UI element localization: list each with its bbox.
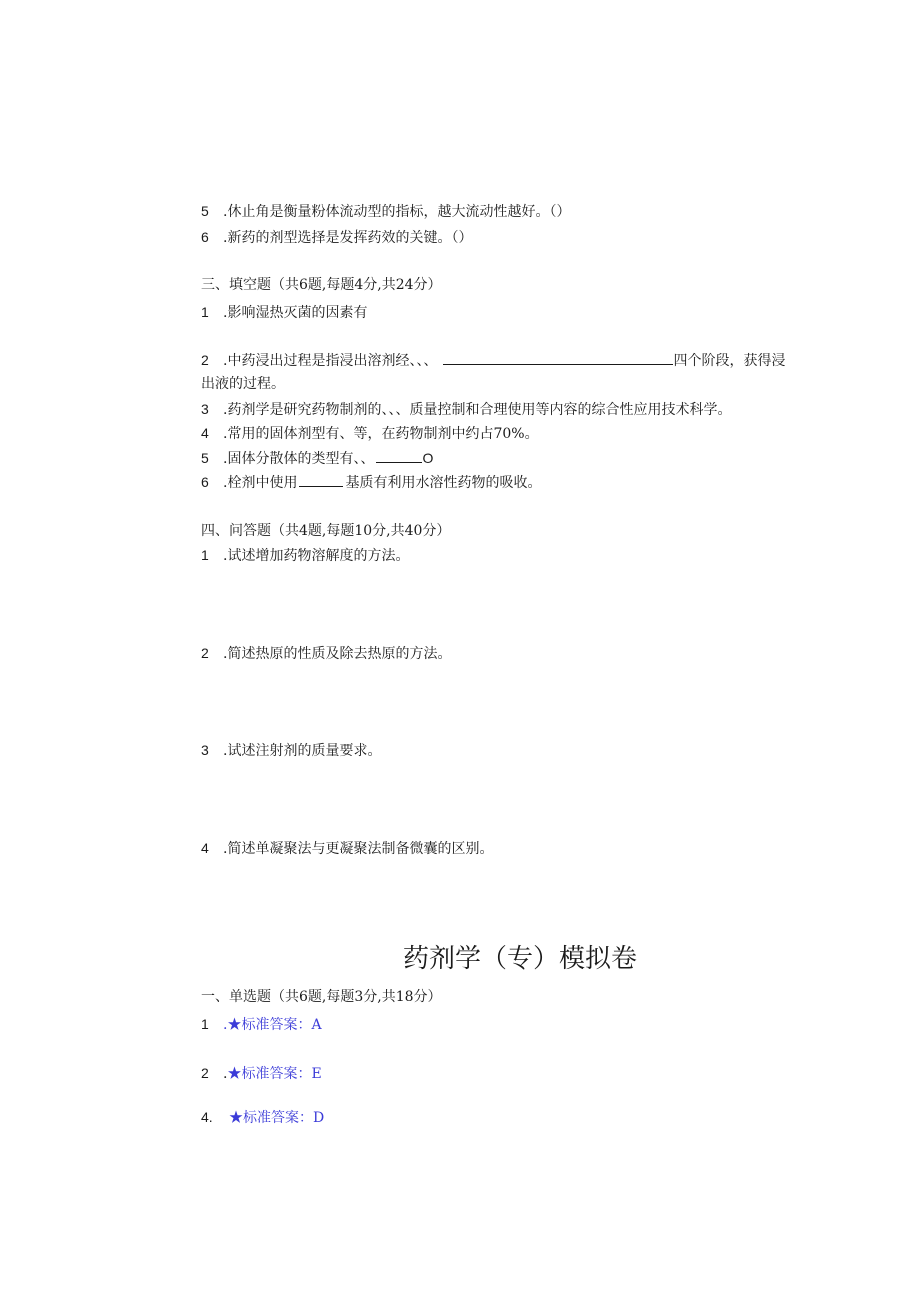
- fill-question-5: [201, 448, 433, 469]
- question-number: 3: [201, 401, 209, 417]
- fill-question-2: [201, 350, 785, 371]
- fill-question-4: [201, 423, 539, 444]
- question-text: .影响湿热灭菌的因素有: [223, 305, 368, 321]
- answer-blank: [376, 449, 422, 463]
- answer-item-4: [201, 1107, 324, 1128]
- standard-answer: ★标准答案：E: [227, 1066, 322, 1082]
- question-text: .新药的剂型选择是发挥药效的关键。（）: [223, 230, 473, 246]
- question-text: .常用的固体剂型有、等，在药物制剂中约占70%。: [223, 426, 539, 442]
- question-number: 4: [201, 425, 209, 441]
- essay-question-2: [201, 643, 451, 664]
- answer-number: 4.: [201, 1109, 213, 1125]
- answer-prefix: .: [223, 1017, 228, 1033]
- fill-question-2-continuation: 出液的过程。: [201, 376, 285, 392]
- question-text-after: 基质有利用水溶性药物的吸收。: [345, 475, 542, 491]
- question-number: 2: [201, 352, 209, 368]
- question-number: 5: [201, 450, 209, 466]
- question-number: 1: [201, 547, 209, 563]
- question-text: .简述热原的性质及除去热原的方法。: [223, 646, 452, 662]
- essay-question-4: [201, 838, 493, 859]
- fill-question-6: [201, 472, 541, 493]
- question-text: .试述增加药物溶解度的方法。: [223, 548, 410, 564]
- question-text: .固体分散体的类型有、、: [223, 451, 375, 467]
- answer-blank: [443, 351, 673, 365]
- question-text: .简述单凝聚法与更凝聚法制备微囊的区别。: [223, 841, 494, 857]
- question-text: .药剂学是研究药物制剂的、、、质量控制和合理使用等内容的综合性应用技术科学。: [223, 402, 732, 418]
- question-text: .栓剂中使用: [223, 475, 298, 491]
- section-heading-essay: 四、问答题（共4题,每题10分,共40分）: [201, 523, 451, 539]
- question-text: .休止角是衡量粉体流动型的指标，越大流动性越好。（）: [223, 204, 571, 220]
- answer-item-2: [201, 1063, 322, 1084]
- page-title: 药剂学（专）模拟卷: [402, 944, 637, 974]
- question-number: 1: [201, 304, 209, 320]
- answer-number: 2: [201, 1065, 209, 1081]
- tf-question-5: [201, 201, 570, 222]
- question-text: .试述注射剂的质量要求。: [223, 743, 382, 759]
- answer-item-1: [201, 1014, 322, 1035]
- question-number: 2: [201, 645, 209, 661]
- standard-answer: ★标准答案：D: [229, 1110, 325, 1126]
- question-number: 4: [201, 840, 209, 856]
- essay-question-3: [201, 740, 381, 761]
- standard-answer: ★标准答案：A: [227, 1017, 322, 1033]
- answer-blank: [299, 473, 343, 487]
- section-heading-single-choice: 一、单选题（共6题,每题3分,共18分）: [201, 989, 442, 1005]
- answer-number: 1: [201, 1016, 209, 1032]
- question-text-after: 四个阶段，获得浸: [673, 353, 786, 369]
- question-number: 5: [201, 203, 209, 219]
- answer-prefix: .: [223, 1066, 228, 1082]
- question-text: .中药浸出过程是指浸出溶剂经、、、: [223, 353, 438, 369]
- tf-question-6: [201, 227, 472, 248]
- question-number: 6: [201, 474, 209, 490]
- question-text-after: O: [422, 450, 434, 466]
- question-number: 6: [201, 229, 209, 245]
- fill-question-3: [201, 399, 731, 420]
- essay-question-1: [201, 545, 409, 566]
- section-heading-fill-blank: 三、填空题（共6题,每题4分,共24分）: [201, 277, 442, 293]
- question-number: 3: [201, 742, 209, 758]
- fill-question-1: [201, 302, 367, 323]
